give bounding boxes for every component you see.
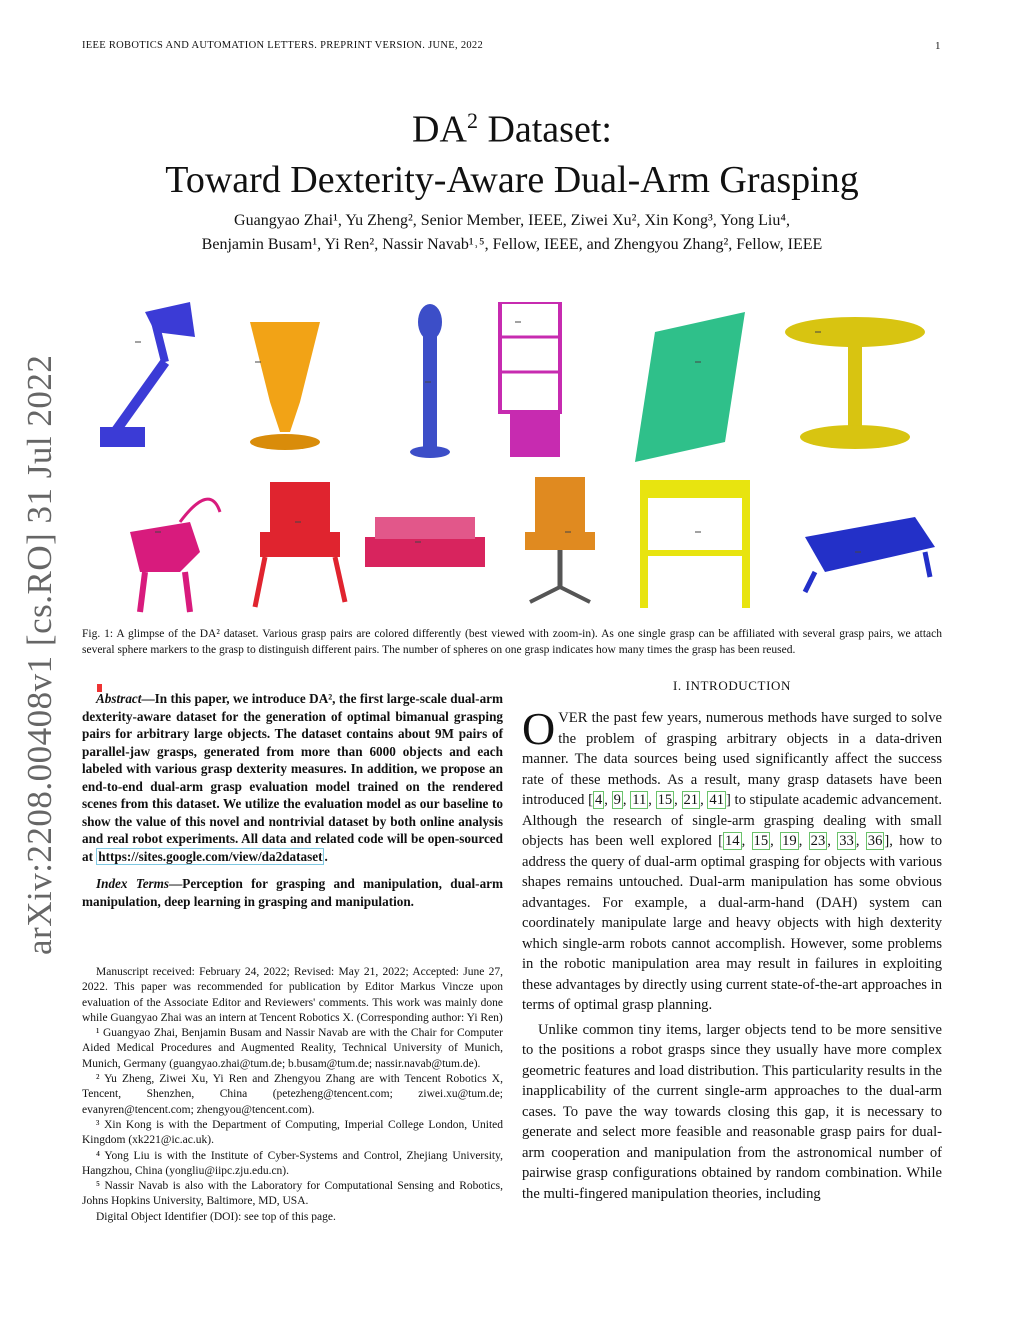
object-tall-lamp	[410, 304, 450, 458]
footnote: ³ Xin Kong is with the Department of Computing, Imperial College London, United Kingdom (xk221@ic.ac.uk).	[82, 1118, 503, 1147]
object-panel	[635, 312, 745, 462]
citation[interactable]: 4	[594, 792, 603, 808]
citation[interactable]: 15	[657, 792, 673, 808]
intro-paragraph-2: Unlike common tiny items, larger objects tend to be more sensitive to the positions a robot grasps since they usually have more complex geometric features and load distribution. This particularity results in the inapplicability of the current single-arm approaches to the dual-arm cases. To pave the way towards closing this gap, it is necessary to generate and select more feasible and reasonable grasp pairs for dual-arm cooperation and manipulation from the astronomical number of pairwise grasp configurations obtained by random combination. While the multi-fingered manipulation theories, including	[522, 1021, 942, 1202]
author-line: Benjamin Busam¹, Yi Ren², Nassir Navab¹˒⁵, Fellow, IEEE, and Zhengyou Zhang², Fellow, IEEE	[201, 236, 823, 253]
figure-grasp-gallery	[95, 302, 945, 622]
object-bench	[805, 517, 935, 592]
object-chair-red	[255, 482, 345, 607]
object-lamp	[100, 302, 195, 447]
footnote: ⁵ Nassir Navab is also with the Laboratory for Computational Sensing and Robotics, Johns Hopkins University, Baltimore, MD, USA.	[82, 1180, 503, 1208]
dropcap: O	[522, 703, 556, 754]
page-number: 1	[935, 40, 941, 52]
object-centaur	[130, 499, 220, 612]
citation[interactable]: 14	[724, 833, 740, 849]
paper-title: $DA^2$ Dataset: Toward Dexterity-Aware Dual-Arm Grasping	[165, 108, 859, 201]
footnote: ⁴ Yong Liu is with the Institute of Cyber-Systems and Control, Zhejiang University, Hangzhou, China (yongliu@iipc.zju.edu.cn).	[82, 1149, 503, 1177]
running-header: IEEE ROBOTICS AND AUTOMATION LETTERS. PREPRINT VERSION. JUNE, 2022	[82, 40, 484, 51]
figure-caption: Fig. 1: A glimpse of the DA² dataset. Various grasp pairs are colored differently (best viewed with zoom-in). As one single grasp can be affiliated with several grasp pairs, we attach several sphere markers to the grasp to distinguish different pairs. The number of spheres on one grasp indicates how many times the grasp has been reused.	[82, 628, 942, 656]
right-column	[522, 678, 942, 1204]
intro-paragraph-1: OVER the past few years, numerous methods have surged to solve the problem of grasping arbitrary objects in a data-driven manner. The data sources being used significantly affect the success rate of these methods. As a result, many grasp datasets have been introduced [ 4 , 9 , 11 , 15 , 21 , 41 ] to stipulate academic advancement. Although the research of single-arm grasping dealing with small objects has been well explored [ 14 , 15 , 19 , 23 , 33 , 36 ], how to address the query of dual-arm optimal grasping for objects with various shapes remains untouched. Dual-arm manipulation has some obvious advantages. For example, a dual-arm-hand (DAH) system can coordinately manipulate large and heavy objects with high dexterity which single-arm robots cannot accomplish. However, some problems in the robotic manipulation area may result in failures in exploiting these advantages by directly using current state-of-the-art approaches in terms of optimal grasp planning.	[522, 703, 943, 1013]
object-office-chair	[525, 477, 595, 602]
citation[interactable]: 11	[632, 792, 647, 808]
footnote: ¹ Guangyao Zhai, Benjamin Busam and Nassir Navab are with the Chair for Computer Aided Medical Procedures and Augmented Reality, Technical University of Munich, Munich, Germany (guangyao.zhai@tum.de; b.busam@tum.de; nassir.navab@tum.de).	[82, 1027, 503, 1070]
citation[interactable]: 33	[839, 833, 854, 849]
object-round-table	[785, 317, 925, 449]
citation[interactable]: 9	[613, 792, 621, 808]
footnote: Manuscript received: February 24, 2022; Revised: May 21, 2022; Accepted: June 27, 2022. This paper was recommended for publication by Editor Markus Vincze upon evaluation of the Associate Editor and Reviewers' comments. This work was mainly done while Guangyao Zhai was an intern at Tencent Robotics X. (Corresponding author: Yi Ren)	[82, 966, 503, 1024]
footnote: ² Yu Zheng, Ziwei Xu, Yi Ren and Zhengyou Zhang are with Tencent Robotics X, Tencent, Shenzhen, China (petezheng@tencent.com; ziwei.xu@tum.de; evanyren@tencent.com; zhengyou@tencent.com).	[82, 1073, 503, 1116]
citation[interactable]: 21	[683, 792, 699, 808]
dataset-link[interactable]: https://sites.google.com/view/da2dataset	[98, 848, 323, 864]
object-vase	[250, 322, 320, 450]
footnotes	[82, 965, 503, 1225]
object-cabinet	[640, 480, 750, 608]
citation[interactable]: 36	[867, 833, 883, 849]
citation[interactable]: 41	[709, 792, 725, 808]
object-shelf	[500, 302, 560, 457]
footnote: Digital Object Identifier (DOI): see top of this page.	[96, 1210, 336, 1223]
citation[interactable]: 23	[810, 833, 826, 849]
abstract: Abstract—In this paper, we introduce DA², the first large-scale dual-arm dexterity-aware dataset for the generation of optimal bimanual grasping pairs for arbitrary large objects. The dataset contains about 9M pairs of parallel-jaw grasps, generated from more than 6000 objects and each labeled with various grasp dexterity measures. In addition, we propose an end-to-end dual-arm grasp evaluation model trained on the rendered scenes from this dataset. We utilize the evaluation model as our baseline to show the value of this novel and nontrivial dataset by both online analysis and real robot experiments. All data and related code will be open-sourced at https://sites.google.com/view/da2dataset .	[82, 691, 503, 864]
arxiv-stamp: arXiv:2208.00408v1 [cs.RO] 31 Jul 2022	[20, 354, 59, 955]
citation[interactable]: 15	[753, 833, 769, 849]
author-line: Guangyao Zhai¹, Yu Zheng², Senior Member, IEEE, Ziwei Xu², Xin Kong³, Yong Liu⁴,	[234, 212, 790, 229]
citation[interactable]: 19	[782, 833, 797, 849]
object-sofa-table	[365, 517, 485, 567]
author-list	[60, 209, 964, 257]
section-heading: I. INTRODUCTION	[672, 678, 792, 693]
index-terms: Index Terms—Perception for grasping and manipulation, dual-arm manipulation, deep learning in grasping and manipulation.	[82, 876, 504, 909]
left-column	[82, 690, 503, 910]
